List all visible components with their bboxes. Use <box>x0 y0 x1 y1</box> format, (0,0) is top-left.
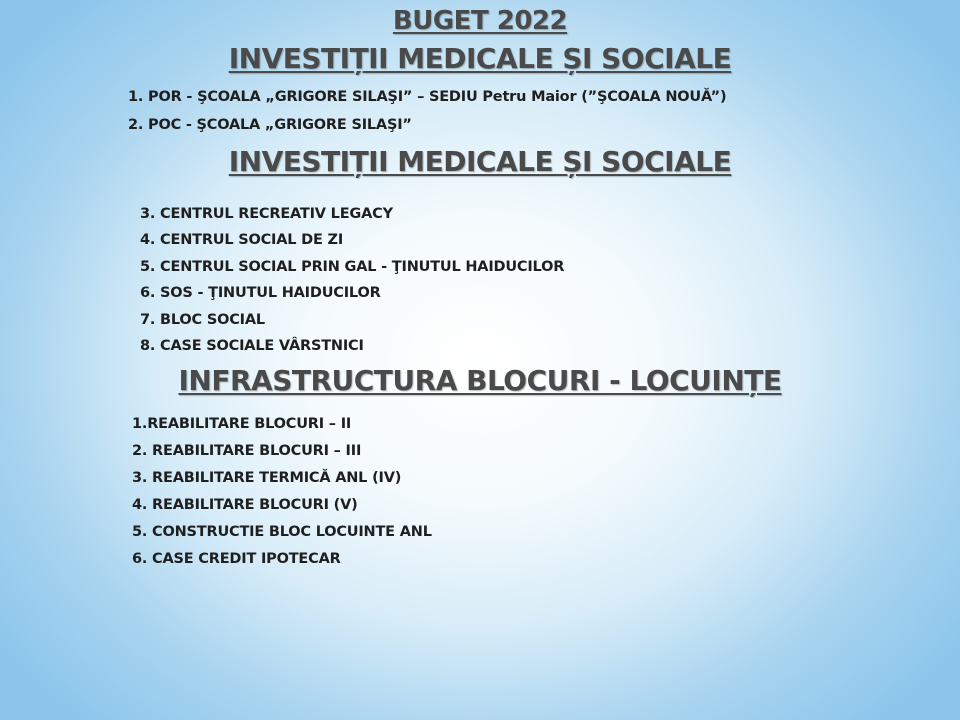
list-item: 8. CASE SOCIALE VÂRSTNICI <box>140 337 364 354</box>
infrastructura-list <box>132 414 432 576</box>
list-item: 1. POR - ŞCOALA „GRIGORE SILAŞI” – SEDIU Petru Maior (”ŞCOALA NOUĂ”) <box>128 89 727 105</box>
list-item: 5. CENTRUL SOCIAL PRIN GAL - ŢINUTUL HAIDUCILOR <box>140 258 565 275</box>
investitii-list-2 <box>140 204 564 362</box>
list-item: 2. REABILITARE BLOCURI – III <box>132 443 362 459</box>
list-item: 6. CASE CREDIT IPOTECAR <box>132 551 341 567</box>
list-item: 5. CONSTRUCTIE BLOC LOCUINTE ANL <box>132 524 432 540</box>
section-heading-infrastructura: INFRASTRUCTURA BLOCURI - LOCUINȚE <box>178 364 782 397</box>
list-item: 4. REABILITARE BLOCURI (V) <box>132 497 358 513</box>
list-item: 3. REABILITARE TERMICĂ ANL (IV) <box>132 470 402 486</box>
list-item: 7. BLOC SOCIAL <box>140 311 265 328</box>
section-heading-investitii-2: INVESTIȚII MEDICALE ȘI SOCIALE <box>228 145 732 178</box>
list-item: 4. CENTRUL SOCIAL DE ZI <box>140 232 344 249</box>
investitii-list-1 <box>128 87 726 143</box>
list-item: 2. POC - ŞCOALA „GRIGORE SILAŞI” <box>128 117 412 133</box>
section-heading-investitii-1: INVESTIȚII MEDICALE ȘI SOCIALE <box>228 42 732 75</box>
slide-title: BUGET 2022 <box>392 6 568 36</box>
list-item: 3. CENTRUL RECREATIV LEGACY <box>140 206 393 222</box>
list-item: 6. SOS - ŢINUTUL HAIDUCILOR <box>140 285 381 302</box>
list-item: 1.REABILITARE BLOCURI – II <box>132 416 352 432</box>
